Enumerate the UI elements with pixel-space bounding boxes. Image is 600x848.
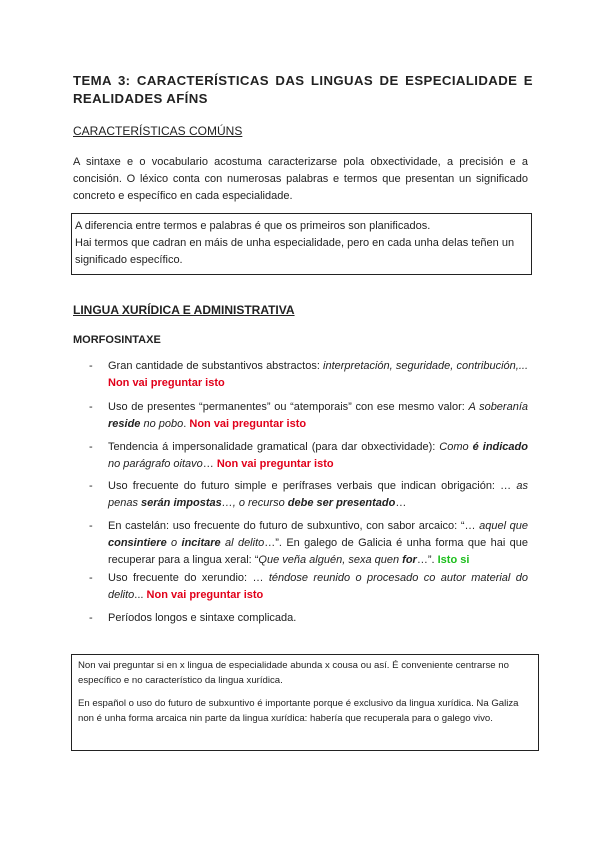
terms-note-line1: A diferencia entre termos e palabras é que os primeiros son planificados. [75, 220, 431, 232]
bullet-dash: - [89, 572, 93, 584]
note-asked: Isto si [437, 554, 470, 566]
list-item: Uso de presentes “permanentes” ou “atemporais” con ese mesmo valor: A soberanía reside no pobo. Non vai preguntar isto [108, 401, 528, 430]
note-not-asked: Non vai preguntar isto [189, 418, 307, 430]
document-title: TEMA 3: CARACTERÍSTICAS DAS LINGUAS DE ESPECIALIDADE E REALIDADES AFÍNS [73, 73, 533, 106]
bullet-dash: - [89, 441, 93, 453]
list-item: Uso frecuente do xerundio: … téndose reunido o procesado co autor material do delito... Non vai preguntar isto [108, 572, 528, 601]
bullet-dash: - [89, 401, 93, 413]
note-not-asked: Non vai preguntar isto [108, 377, 225, 389]
bullet-dash: - [89, 612, 93, 624]
subheading-morphosyntax: MORFOSINTAXE [73, 334, 161, 346]
intro-paragraph: A sintaxe e o vocabulario acostuma caracterizarse pola obxectividade, a precisión e a concisión. O léxico conta con numerosas palabras e termos que presentan un significado concreto e específico en cada especialidade. [73, 156, 528, 202]
exam-note-paragraph1: Non vai preguntar si en x lingua de especialidade abunda x cousa ou así. É conveniente centrarse no específico e no característico da lingua xurídica. [78, 660, 509, 686]
note-not-asked: Non vai preguntar isto [146, 589, 264, 601]
exam-note-paragraph2: En español o uso do futuro de subxuntivo é importante porque é exclusivo da lingua xurídica. Na Galiza non é unha forma arcaica nin parte da lingua xurídica: habería que recuperala para o galego vivo. [78, 698, 519, 724]
list-item: Uso frecuente do futuro simple e perífrases verbais que indican obrigación: … as penas serán impostas…, o recurso debe ser presentado… [108, 480, 528, 509]
list-item: Períodos longos e sintaxe complicada. [108, 612, 297, 624]
list-item: Tendencia á impersonalidade gramatical (para dar obxectividade): Como é indicado no parágrafo oitavo… Non vai preguntar isto [108, 441, 528, 470]
section-heading-legal: LINGUA XURÍDICA E ADMINISTRATIVA [73, 303, 295, 317]
list-item: En castelán: uso frecuente do futuro de subxuntivo, con sabor arcaico: “… aquel que consintiere o incitare al delito…”. En galego de Galicia é unha forma que hai que recuperar para a lingua xeral: “Que veña alguén, sexa quen for…”. Isto si [108, 520, 528, 566]
note-not-asked: Non vai preguntar isto [216, 458, 334, 470]
bullet-dash: - [89, 480, 93, 492]
exam-note-box [71, 654, 539, 751]
bullet-dash: - [89, 360, 93, 372]
section-heading-common: CARACTERÍSTICAS COMÚNS [73, 124, 243, 138]
terms-note-line2: Hai termos que cadran en máis de unha especialidade, pero en cada unha delas teñen un significado específico. [75, 237, 515, 266]
list-item: Gran cantidade de substantivos abstractos: interpretación, seguridade, contribución,... Non vai preguntar isto [108, 360, 529, 389]
terms-note-box [71, 213, 532, 275]
bullet-dash: - [89, 520, 93, 532]
